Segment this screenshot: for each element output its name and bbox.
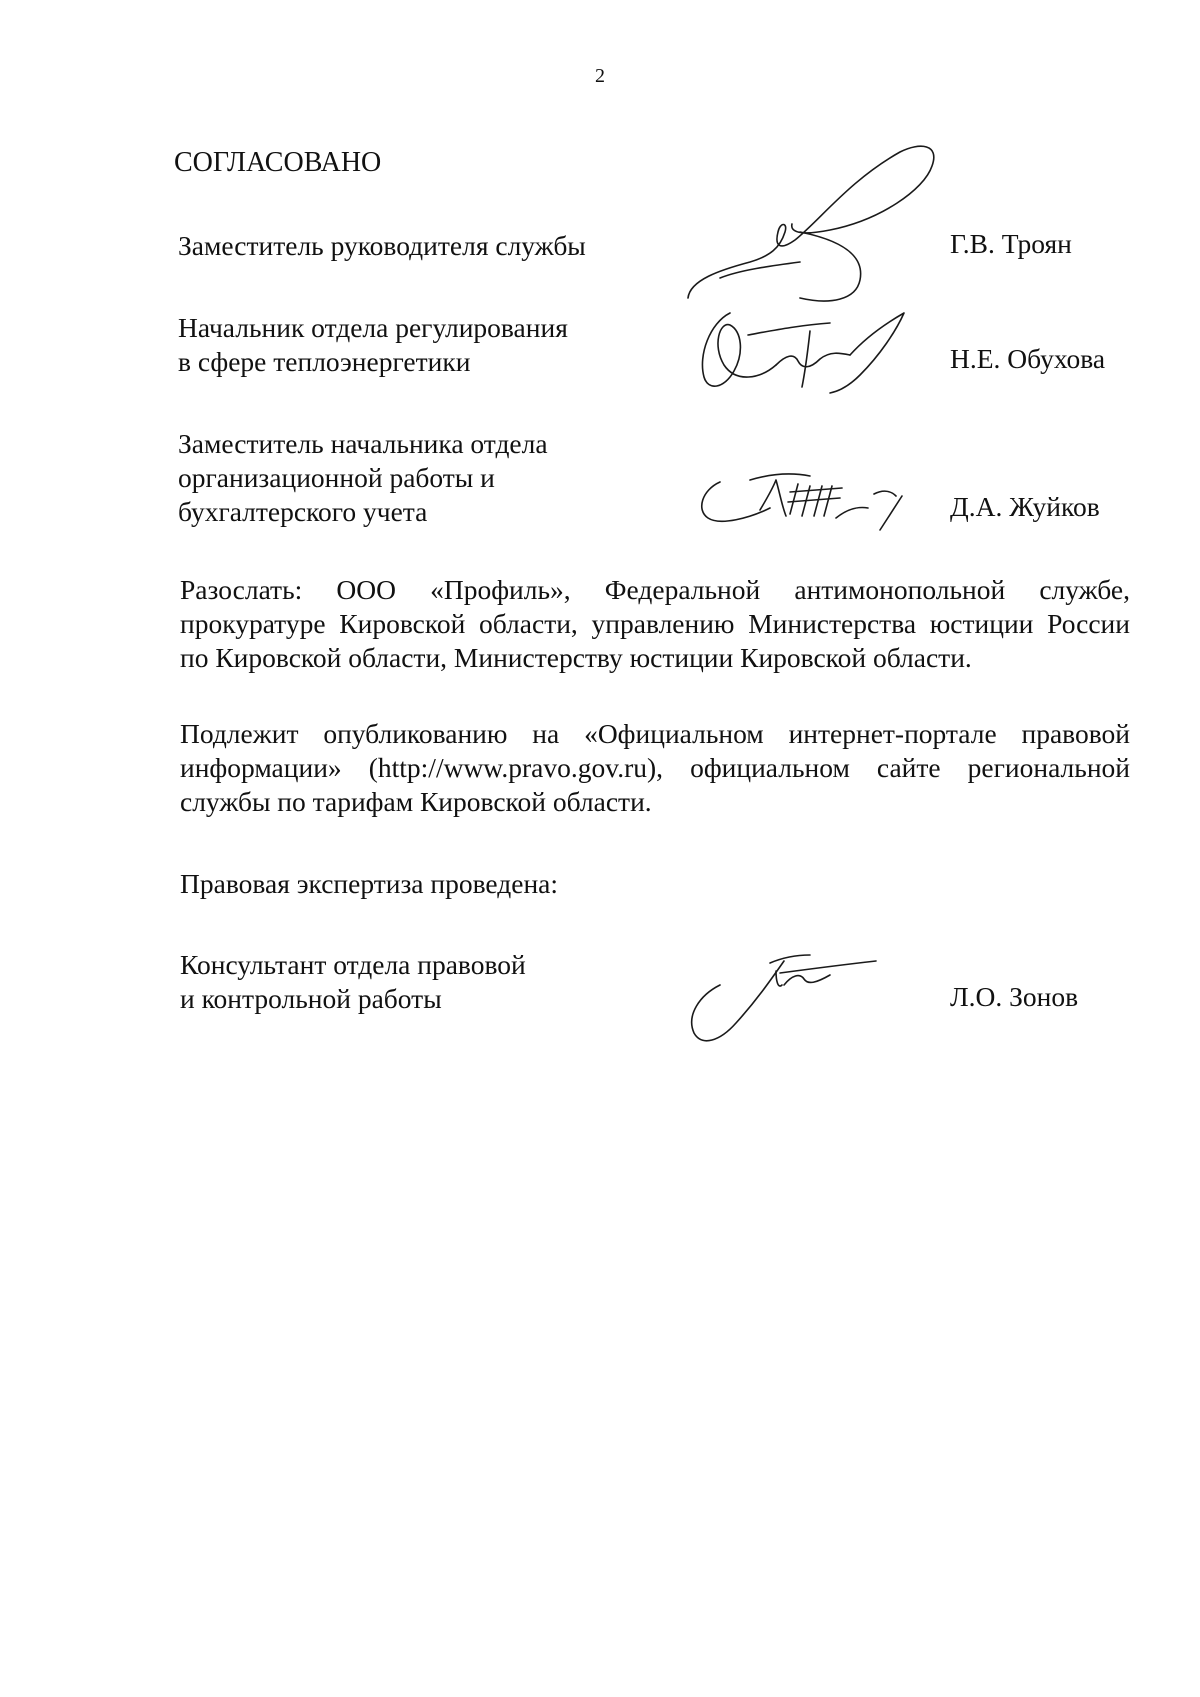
signatory-3-position-line: бухгалтерского учета bbox=[178, 496, 428, 527]
distribution-paragraph bbox=[180, 573, 1130, 675]
signature-zonov-image bbox=[680, 945, 900, 1055]
publication-line: службы по тарифам Кировской области. bbox=[180, 786, 652, 817]
page-number: 2 bbox=[595, 65, 605, 87]
signatory-1-position-line: Заместитель руководителя службы bbox=[178, 230, 586, 261]
signatory-2-position bbox=[178, 311, 568, 379]
signature-obukhova-image bbox=[690, 295, 920, 405]
legal-review-position bbox=[180, 948, 526, 1016]
publication-paragraph bbox=[180, 717, 1130, 819]
signatory-2-name: Н.Е. Обухова bbox=[950, 343, 1106, 374]
signatory-1-name: Г.В. Троян bbox=[950, 228, 1072, 259]
signature-troyan-image bbox=[680, 140, 950, 310]
legal-review-position-line: Консультант отдела правовой bbox=[180, 949, 526, 980]
legal-review-name: Л.О. Зонов bbox=[950, 981, 1079, 1012]
legal-review-position-line: и контрольной работы bbox=[180, 983, 442, 1014]
publication-line: информации» (http://www.pravo.gov.ru), официальном сайте региональной bbox=[180, 752, 1130, 783]
signature-zhuikov-image bbox=[690, 460, 930, 540]
signatory-3-name: Д.А. Жуйков bbox=[950, 491, 1100, 522]
signatory-1-position bbox=[178, 229, 586, 263]
legal-review-heading: Правовая экспертиза проведена: bbox=[180, 868, 559, 899]
signatory-2-position-line: Начальник отдела регулирования bbox=[178, 312, 568, 343]
publication-line: Подлежит опубликованию на «Официальном интернет-портале правовой bbox=[180, 718, 1130, 749]
approval-heading: СОГЛАСОВАНО bbox=[174, 147, 382, 178]
signatory-3-position bbox=[178, 427, 548, 529]
signatory-3-position-line: Заместитель начальника отдела bbox=[178, 428, 548, 459]
distribution-line: прокуратуре Кировской области, управлению Министерства юстиции России bbox=[180, 608, 1130, 639]
signatory-2-position-line: в сфере теплоэнергетики bbox=[178, 346, 471, 377]
signatory-3-position-line: организационной работы и bbox=[178, 462, 495, 493]
distribution-line: Разослать: ООО «Профиль», Федеральной антимонопольной службе, bbox=[180, 574, 1130, 605]
distribution-line: по Кировской области, Министерству юстиции Кировской области. bbox=[180, 642, 972, 673]
